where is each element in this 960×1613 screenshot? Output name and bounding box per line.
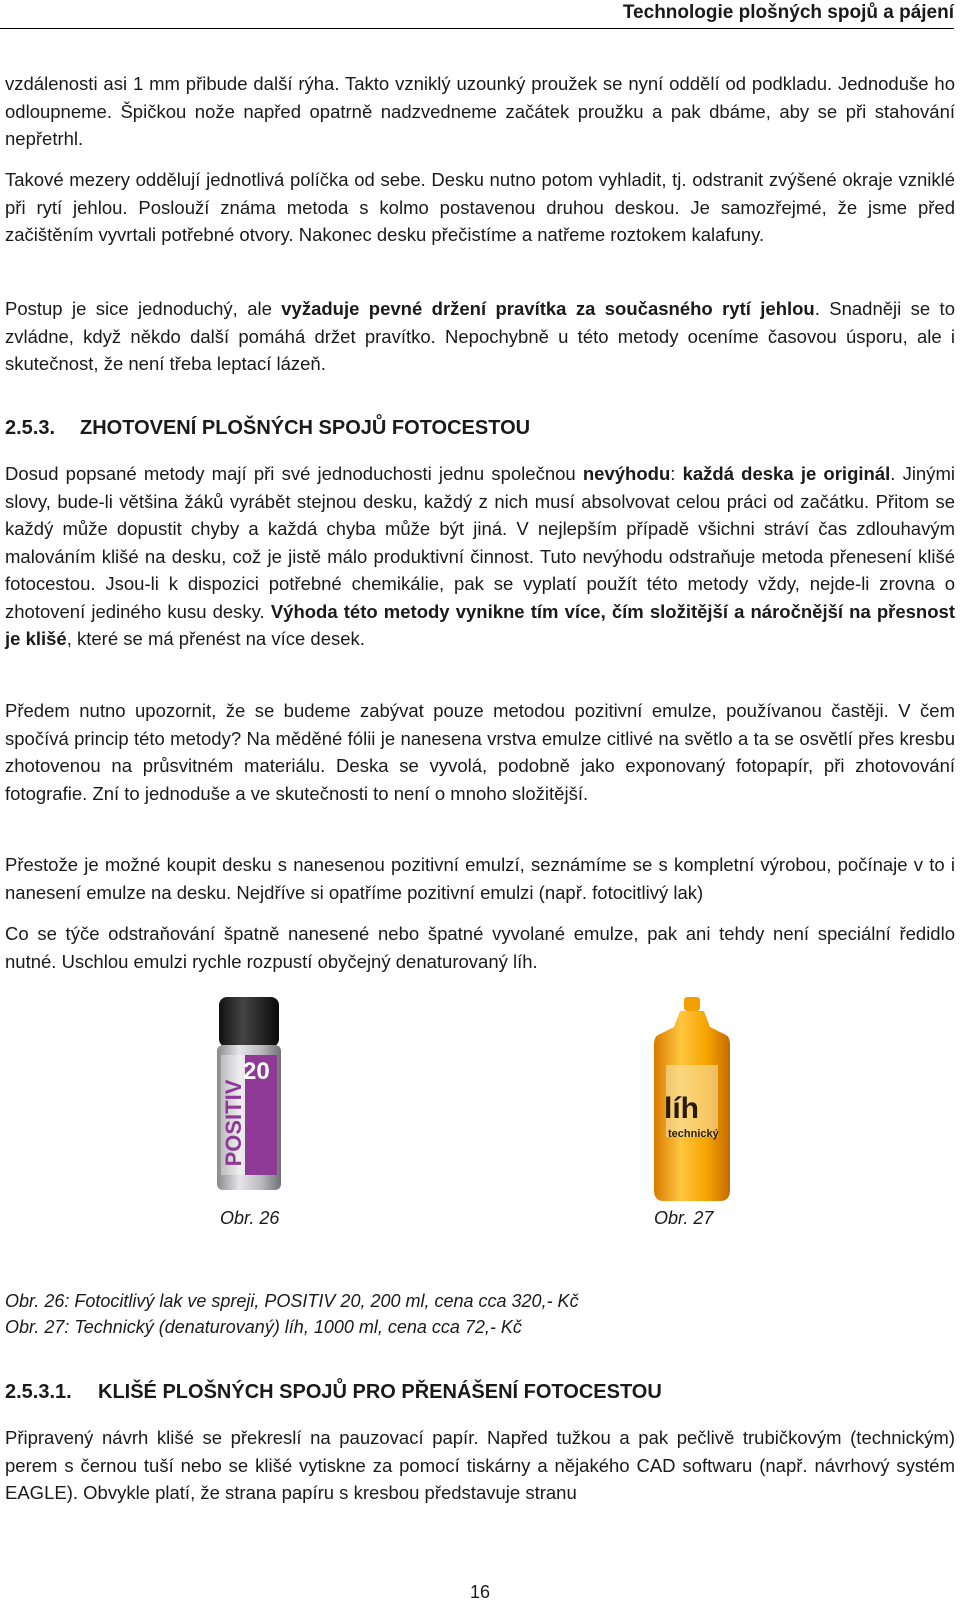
text-run: . Jinými slovy, bude-li většina žáků vyrábět stejnou desku, každý z nich musí absolvovat celou práci od začátku. Přitom se každý může dopustit chyby a každá chyba může být jiná. V nejlepším případě všichni stráví čas zdlouhavým malováním klišé na desku, což je jistě málo produktivní činnost. Tuto nevýhodu odstraňuje metoda přenesení klišé fotocestou. Jsou-li k dispozici potřebné chemikálie, pak se vyplatí použít této metody vždy, nejde-li zrovna o zhotovení jediného kusu desky.	[5, 463, 955, 622]
section-title: ZHOTOVENÍ PLOŠNÝCH SPOJŮ FOTOCESTOU	[80, 417, 531, 439]
subsection-heading	[5, 1381, 662, 1404]
subsection-title: KLIŠÉ PLOŠNÝCH SPOJŮ PRO PŘENÁŠENÍ FOTOCESTOU	[98, 1381, 662, 1403]
figure-captions	[5, 1288, 579, 1340]
caption-26: Obr. 26: Fotocitlivý lak ve spreji, POSITIV 20, 200 ml, cena cca 320,- Kč	[5, 1291, 579, 1311]
bold-text: každá deska je originál	[682, 463, 891, 484]
bottle-subtitle: technický	[668, 1128, 719, 1140]
bold-text: Výhoda této metody vynikne tím více, čím složitější a náročnější na přesnost je klišé	[5, 600, 955, 649]
bottle-brand: líh	[664, 1092, 699, 1125]
paragraph	[5, 460, 955, 653]
paragraph: vzdálenosti asi 1 mm přibude další rýha. Takto vzniklý uzounký proužek se nyní oddělí od podkladu. Jednoduše ho odloupneme. Špičkou nože napřed opatrně nadzvedneme začátek proužku a pak dbáme, aby se při stahování nepřetrhl.	[5, 73, 955, 149]
text-run: , které se má přenést na více desek.	[66, 628, 365, 649]
paragraph: Takové mezery oddělují jednotlivá políčka od sebe. Desku nutno potom vyhladit, tj. odstranit zvýšené okraje vzniklé při rytí jehlou. Poslouží známa metoda s kolmo postavenou druhou deskou. Je samozřejmé, že jsme před začištěním vyvrtali potřebné otvory. Nakonec desku přečistíme a natřeme roztokem kalafuny.	[5, 169, 955, 245]
bold-text: vyžaduje pevné držení pravítka za současného rytí jehlou	[281, 298, 815, 319]
figure-label-26: Obr. 26	[220, 1208, 280, 1228]
bold-text: nevýhodu	[582, 463, 671, 484]
paragraph: Předem nutno upozornit, že se budeme zabývat pouze metodou pozitivní emulze, používanou častěji. V čem spočívá princip této metody? Na měděné fólii je nanesena vrstva emulze citlivé na světlo a ta se osvětlí přes kresbu zhotovenou na průsvitném materiálu. Deska se vyvolá, podobně jako exponovaný fotopapír, při zhotovování fotografie. Zní to jednoduše a ve skutečnosti to není o mnoho složitější.	[5, 700, 955, 804]
text-run: :	[670, 463, 683, 484]
text-run: . Snadněji se to zvládne, když někdo další pomáhá držet pravítko. Nepochybně u této metody oceníme časovou úsporu, ale i skutečnost, že není třeba leptací lázeň.	[5, 298, 955, 374]
page-number: 16	[469, 1582, 491, 1602]
section-heading	[5, 417, 530, 440]
paragraph: Připravený návrh klišé se překreslí na pauzovací papír. Napřed tužkou a pak pečlivě trubičkovým (technickým) perem s černou tuší nebo se klišé vytiskne za pomocí tiskárny a nějakého CAD softwaru (např. návrhový systém EAGLE). Obvykle platí, že strana papíru s kresbou představuje stranu	[5, 1427, 955, 1503]
caption-27: Obr. 27: Technický (denaturovaný) líh, 1000 ml, cena cca 72,- Kč	[5, 1317, 522, 1337]
figure-label-27: Obr. 27	[654, 1208, 714, 1228]
paragraph	[5, 295, 955, 378]
subsection-number: 2.5.3.1.	[5, 1381, 72, 1403]
text-run: Postup je sice jednoduchý, ale	[5, 298, 282, 319]
paragraph: Co se týče odstraňování špatně nanesené nebo špatné vyvolané emulze, pak ani tehdy není speciální ředidlo nutné. Uschlou emulzi rychle rozpustí obyčejný denaturovaný líh.	[5, 923, 955, 972]
header-title: Technologie plošných spojů a pájení	[622, 2, 954, 23]
section-number: 2.5.3.	[5, 417, 56, 439]
paragraph: Přestože je možné koupit desku s nanesenou pozitivní emulzí, seznámíme se s kompletní výrobou, počínaje v to i nanesení emulze na desku. Nejdříve si opatříme pozitivní emulzi (např. fotocitlivý lak)	[5, 854, 955, 903]
page-header	[0, 0, 954, 29]
text-run: Dosud popsané metody mají při své jednoduchosti jednu společnou	[5, 463, 583, 484]
spray-number: 20	[243, 1058, 270, 1085]
spray-brand: POSITIV	[221, 1079, 246, 1167]
